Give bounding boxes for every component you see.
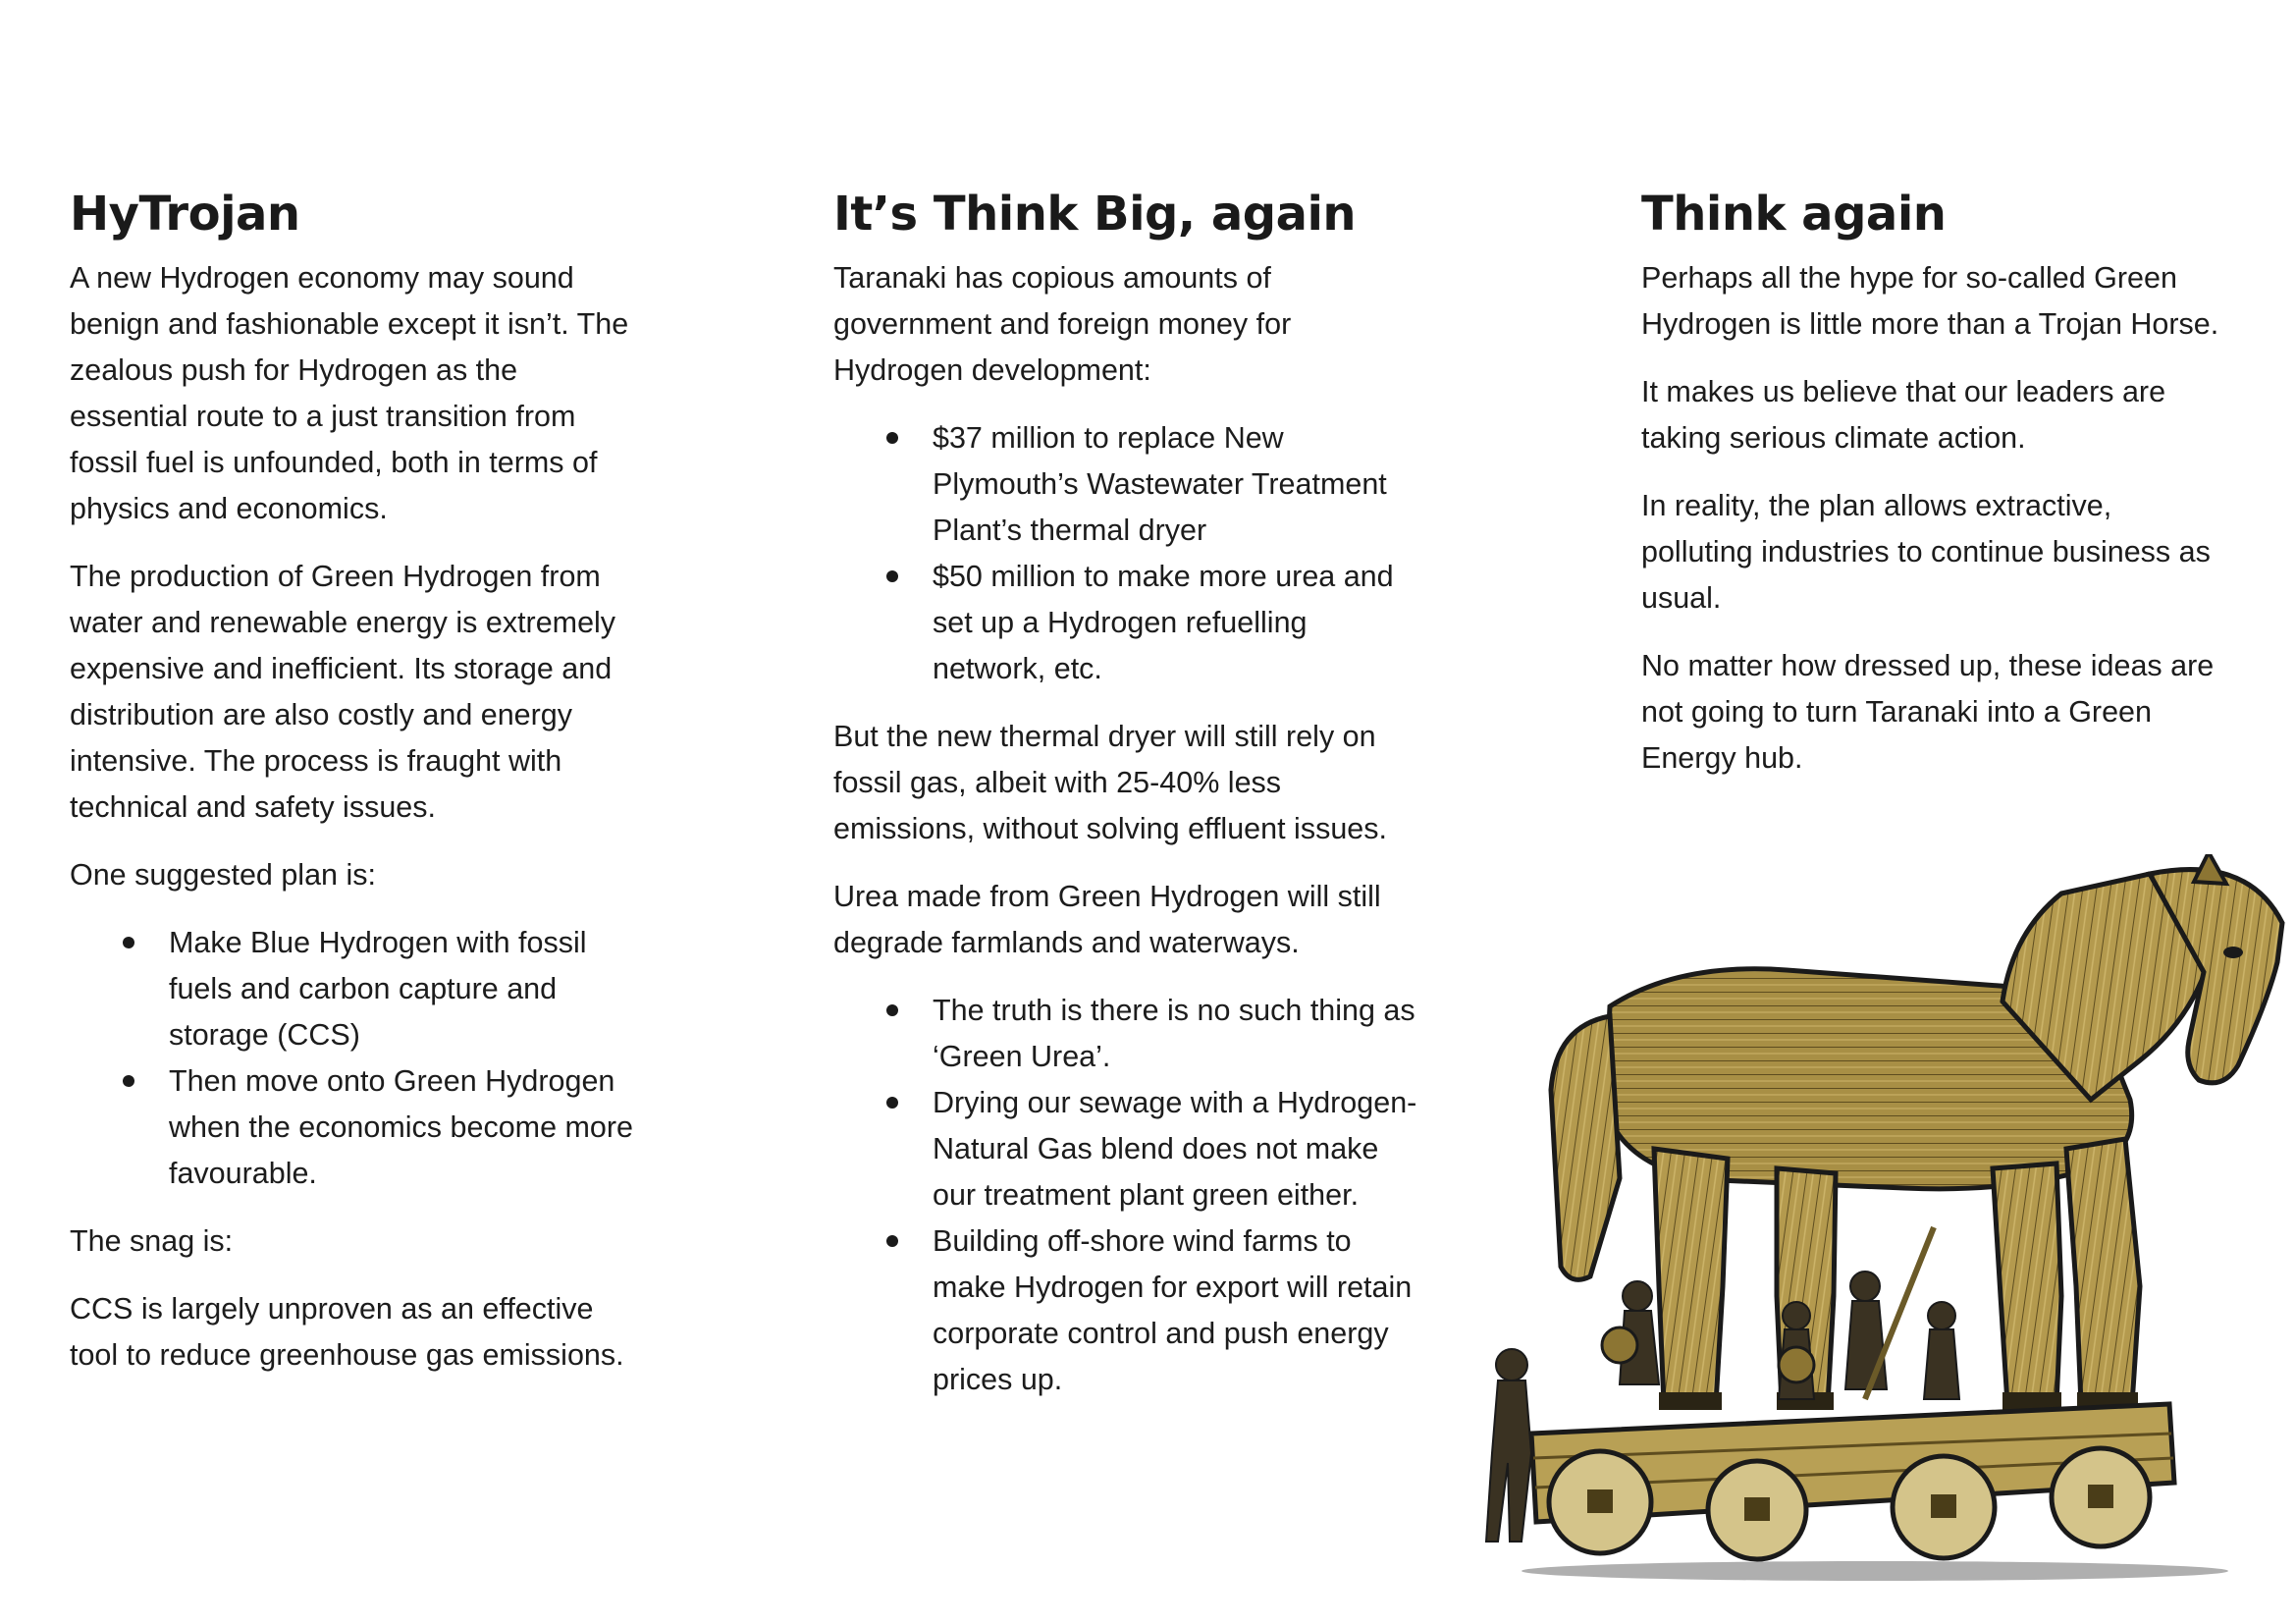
list-item xyxy=(833,1218,1422,1403)
paragraph: The production of Green Hydrogen from water and renewable energy is extremely expensive and inefficient. Its storage and distribution are also costly and energy intensive. The process is fraught with technical and safety issues. xyxy=(70,560,616,824)
heading-hytrojan: HyTrojan xyxy=(70,187,300,242)
heading-think-again: Think again xyxy=(1641,187,1947,242)
heading-think-big: It’s Think Big, again xyxy=(833,187,1357,242)
bullet-list xyxy=(833,988,1422,1403)
list-item-text: $50 million to make more urea and set up a Hydrogen refuelling network, etc. xyxy=(933,560,1394,685)
column-hytrojan xyxy=(70,183,639,1400)
list-item-text: Make Blue Hydrogen with fossil fuels and carbon capture and storage (CCS) xyxy=(169,926,587,1052)
bullet-icon xyxy=(886,432,898,444)
list-item xyxy=(70,920,639,1058)
list-item-text: Building off-shore wind farms to make Hydrogen for export will retain corporate control and push energy prices up. xyxy=(933,1224,1413,1396)
paragraph: It makes us believe that our leaders are taking serious climate action. xyxy=(1641,375,2166,455)
list-item xyxy=(833,415,1422,554)
paragraph: No matter how dressed up, these ideas are not going to turn Taranaki into a Green Energy hub. xyxy=(1641,649,2215,775)
list-item-text: Drying our sewage with a Hydrogen-Natural Gas blend does not make our treatment plant green either. xyxy=(933,1086,1417,1212)
list-item-text: $37 million to replace New Plymouth’s Wastewater Treatment Plant’s thermal dryer xyxy=(933,421,1387,547)
list-item xyxy=(833,1080,1422,1218)
list-item xyxy=(70,1058,639,1197)
list-item-text: The truth is there is no such thing as ‘Green Urea’. xyxy=(933,994,1415,1073)
bullet-icon xyxy=(123,937,134,948)
bullet-icon xyxy=(886,1097,898,1109)
paragraph: CCS is largely unproven as an effective tool to reduce greenhouse gas emissions. xyxy=(70,1292,624,1372)
list-item xyxy=(833,988,1422,1080)
bullet-list xyxy=(833,415,1422,692)
paragraph: A new Hydrogen economy may sound benign and fashionable except it isn’t. The zealous push for Hydrogen as the essential route to a just transition from fossil fuel is unfounded, both in terms of physics and economics. xyxy=(70,261,629,525)
bullet-icon xyxy=(886,570,898,582)
list-item xyxy=(833,554,1422,692)
paragraph: In reality, the plan allows extractive, polluting industries to continue business as usual. xyxy=(1641,489,2211,615)
paragraph: But the new thermal dryer will still rely on fossil gas, albeit with 25-40% less emissions, without solving effluent issues. xyxy=(833,720,1387,845)
column-think-big xyxy=(833,183,1422,1425)
paragraph: Taranaki has copious amounts of government and foreign money for Hydrogen development: xyxy=(833,261,1292,387)
trojan-horse-illustration xyxy=(1463,854,2287,1586)
paragraph: Urea made from Green Hydrogen will still degrade farmlands and waterways. xyxy=(833,880,1381,959)
bullet-list xyxy=(70,920,639,1197)
column-think-again xyxy=(1641,183,2230,803)
paragraph: One suggested plan is: xyxy=(70,858,376,892)
paragraph: The snag is: xyxy=(70,1224,234,1258)
bullet-icon xyxy=(123,1075,134,1087)
paragraph: Perhaps all the hype for so-called Green Hydrogen is little more than a Trojan Horse. xyxy=(1641,261,2219,341)
list-item-text: Then move onto Green Hydrogen when the economics become more favourable. xyxy=(169,1064,633,1190)
bullet-icon xyxy=(886,1235,898,1247)
bullet-icon xyxy=(886,1004,898,1016)
